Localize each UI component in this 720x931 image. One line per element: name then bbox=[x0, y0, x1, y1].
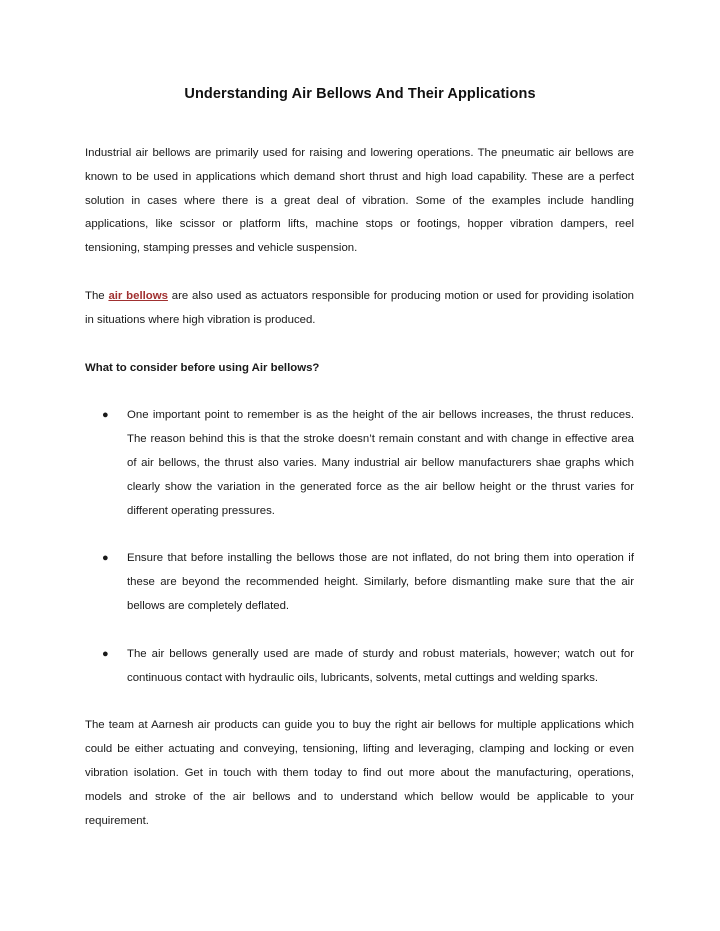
list-item bbox=[85, 547, 634, 618]
list-item-text: Ensure that before installing the bellows those are not inflated, do not bring them into operation if these are beyond the recommended height. Similarly, before dismantling make sure that the air bellows are completely deflated. bbox=[127, 552, 634, 612]
document-body bbox=[85, 142, 634, 833]
spacer bbox=[85, 380, 634, 404]
bullet-icon: ● bbox=[102, 552, 109, 565]
spacer bbox=[85, 619, 634, 643]
list-item bbox=[85, 404, 634, 523]
second-paragraph bbox=[85, 285, 634, 333]
section-heading: What to consider before using Air bellows? bbox=[85, 361, 320, 374]
list-item-text: The air bellows generally used are made of sturdy and robust materials, however; watch out for continuous contact with hydraulic oils, lubricants, solvents, metal cuttings and welding sparks. bbox=[127, 647, 634, 684]
spacer bbox=[85, 261, 634, 285]
considerations-list bbox=[85, 404, 634, 690]
page-title: Understanding Air Bellows And Their Applications bbox=[184, 86, 536, 102]
spacer bbox=[85, 690, 634, 714]
list-item bbox=[85, 643, 634, 691]
second-paragraph-prefix: The bbox=[85, 289, 109, 302]
spacer bbox=[85, 523, 634, 547]
bullet-icon: ● bbox=[102, 409, 109, 422]
closing-paragraph: The team at Aarnesh air products can guide you to buy the right air bellows for multiple applications which could be either actuating and conveying, tensioning, lifting and leveraging, clamping and locking or even vibration isolation. Get in touch with them today to find out more about the manufacturing, operations, models and stroke of the air bellows and to understand which bellow would be applicable to your requirement. bbox=[85, 719, 634, 827]
list-item-text: One important point to remember is as the height of the air bellows increases, the thrust reduces. The reason behind this is that the stroke doesn’t remain constant and with change in effective area of air bellows, the thrust also varies. Many industrial air bellow manufacturers shae graphs which clearly show the variation in the generated force as the air bellow height or the thrust varies for different operating pressures. bbox=[127, 409, 634, 517]
intro-paragraph: Industrial air bellows are primarily used for raising and lowering operations. The pneumatic air bellows are known to be used in applications which demand short thrust and high load capability. These are a perfect solution in cases where there is a great deal of vibration. Some of the examples include handling applications, like scissor or platform lifts, machine stops or footings, hopper vibration dampers, reel tensioning, stamping presses and vehicle suspension. bbox=[85, 147, 634, 255]
bullet-icon: ● bbox=[102, 647, 109, 660]
second-paragraph-suffix: are also used as actuators responsible for producing motion or used for providing isolation in situations where high vibration is produced. bbox=[85, 289, 635, 326]
spacer bbox=[85, 333, 634, 357]
air-bellows-link[interactable]: air bellows bbox=[108, 289, 168, 302]
